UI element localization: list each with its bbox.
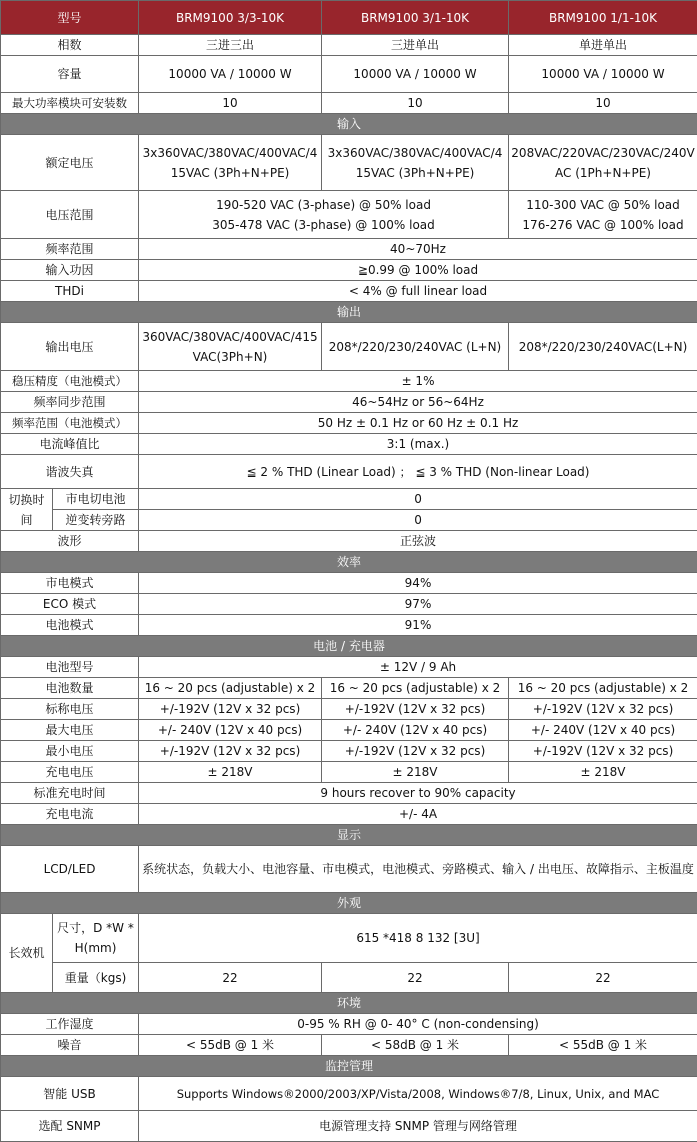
header-model-1: BRM9100 3/3-10K bbox=[139, 1, 322, 35]
nominal-voltage-row bbox=[1, 699, 697, 720]
noise-row bbox=[1, 1035, 697, 1056]
transfer-bypass-value: 0 bbox=[139, 510, 697, 531]
frequency-range-row bbox=[1, 239, 697, 260]
capacity-value-1: 10000 VA / 10000 W bbox=[139, 56, 322, 93]
battery-type-value: ± 12V / 9 Ah bbox=[139, 657, 697, 678]
noise-value-3: < 55dB @ 1 米 bbox=[509, 1035, 697, 1056]
frequency-range-label: 频率范围 bbox=[1, 239, 139, 260]
power-factor-value: ≧0.99 @ 100% load bbox=[139, 260, 697, 281]
noise-value-1: < 55dB @ 1 米 bbox=[139, 1035, 322, 1056]
min-voltage-value-1: +/-192V (12V x 32 pcs) bbox=[139, 741, 322, 762]
battery-count-value-1: 16 ~ 20 pcs (adjustable) x 2 bbox=[139, 678, 322, 699]
header-model-3: BRM9100 1/1-10K bbox=[509, 1, 697, 35]
freq-range-battery-row bbox=[1, 413, 697, 434]
snmp-value: 电源管理支持 SNMP 管理与网络管理 bbox=[139, 1111, 697, 1142]
section-output-title: 输出 bbox=[1, 302, 697, 323]
output-voltage-row bbox=[1, 323, 697, 371]
phase-value-3: 单进单出 bbox=[509, 35, 697, 56]
eff-mains-value: 94% bbox=[139, 573, 697, 594]
lcd-row bbox=[1, 846, 697, 893]
charge-time-row bbox=[1, 783, 697, 804]
charge-voltage-value-1: ± 218V bbox=[139, 762, 322, 783]
regulation-value: ± 1% bbox=[139, 371, 697, 392]
header-model-2: BRM9100 3/1-10K bbox=[322, 1, 509, 35]
charge-current-row bbox=[1, 804, 697, 825]
charge-voltage-row bbox=[1, 762, 697, 783]
eff-battery-label: 电池模式 bbox=[1, 615, 139, 636]
battery-count-label: 电池数量 bbox=[1, 678, 139, 699]
lcd-label: LCD/LED bbox=[1, 846, 139, 893]
thdi-label: THDi bbox=[1, 281, 139, 302]
section-monitoring-title: 监控管理 bbox=[1, 1056, 697, 1077]
waveform-value: 正弦波 bbox=[139, 531, 697, 552]
transfer-mains-value: 0 bbox=[139, 489, 697, 510]
humidity-row bbox=[1, 1014, 697, 1035]
voltage-range-3phase-line1: 190-520 VAC (3-phase) @ 50% load bbox=[141, 195, 506, 215]
transfer-mains-row bbox=[1, 489, 697, 510]
section-battery bbox=[1, 636, 697, 657]
weight-value-3: 22 bbox=[509, 963, 697, 993]
transfer-bypass-label: 逆变转旁路 bbox=[53, 510, 139, 531]
section-environment bbox=[1, 993, 697, 1014]
eff-mains-label: 市电模式 bbox=[1, 573, 139, 594]
thdi-row bbox=[1, 281, 697, 302]
section-output bbox=[1, 302, 697, 323]
harmonic-value: ≦ 2 % THD (Linear Load) ； ≦ 3 % THD (Non-linear Load) bbox=[139, 455, 697, 489]
eff-battery-row bbox=[1, 615, 697, 636]
rated-voltage-value-2: 3x360VAC/380VAC/400VAC/415VAC (3Ph+N+PE) bbox=[322, 135, 509, 191]
max-voltage-row bbox=[1, 720, 697, 741]
section-input-title: 输入 bbox=[1, 114, 697, 135]
battery-count-row bbox=[1, 678, 697, 699]
section-efficiency bbox=[1, 552, 697, 573]
dimensions-row bbox=[1, 914, 697, 963]
phase-row bbox=[1, 35, 697, 56]
sync-range-value: 46~54Hz or 56~64Hz bbox=[139, 392, 697, 413]
capacity-value-2: 10000 VA / 10000 W bbox=[322, 56, 509, 93]
min-voltage-label: 最小电压 bbox=[1, 741, 139, 762]
section-battery-title: 电池 / 充电器 bbox=[1, 636, 697, 657]
lcd-value: 系统状态，负载大小、电池容量、市电模式，电池模式、旁路模式、输入 / 出电压、故障指示、主板温度 bbox=[139, 846, 697, 893]
modules-value-3: 10 bbox=[509, 93, 697, 114]
transfer-mains-label: 市电切电池 bbox=[53, 489, 139, 510]
charge-current-label: 充电电流 bbox=[1, 804, 139, 825]
eff-eco-label: ECO 模式 bbox=[1, 594, 139, 615]
section-environment-title: 环境 bbox=[1, 993, 697, 1014]
min-voltage-value-3: +/-192V (12V x 32 pcs) bbox=[509, 741, 697, 762]
weight-value-1: 22 bbox=[139, 963, 322, 993]
noise-label: 噪音 bbox=[1, 1035, 139, 1056]
modules-value-2: 10 bbox=[322, 93, 509, 114]
header-model-label: 型号 bbox=[1, 1, 139, 35]
voltage-range-1phase bbox=[509, 191, 697, 239]
modules-value-1: 10 bbox=[139, 93, 322, 114]
charge-current-value: +/- 4A bbox=[139, 804, 697, 825]
section-input bbox=[1, 114, 697, 135]
waveform-label: 波形 bbox=[1, 531, 139, 552]
crest-factor-row bbox=[1, 434, 697, 455]
battery-count-value-3: 16 ~ 20 pcs (adjustable) x 2 bbox=[509, 678, 697, 699]
noise-value-2: < 58dB @ 1 米 bbox=[322, 1035, 509, 1056]
max-voltage-value-3: +/- 240V (12V x 40 pcs) bbox=[509, 720, 697, 741]
capacity-label: 容量 bbox=[1, 56, 139, 93]
usb-label: 智能 USB bbox=[1, 1077, 139, 1111]
regulation-row bbox=[1, 371, 697, 392]
charge-voltage-value-3: ± 218V bbox=[509, 762, 697, 783]
battery-type-label: 电池型号 bbox=[1, 657, 139, 678]
frequency-range-value: 40~70Hz bbox=[139, 239, 697, 260]
appearance-group-label: 长效机 bbox=[1, 914, 53, 993]
nominal-voltage-label: 标称电压 bbox=[1, 699, 139, 720]
sync-range-label: 频率同步范围 bbox=[1, 392, 139, 413]
charge-voltage-value-2: ± 218V bbox=[322, 762, 509, 783]
min-voltage-value-2: +/-192V (12V x 32 pcs) bbox=[322, 741, 509, 762]
nominal-voltage-value-3: +/-192V (12V x 32 pcs) bbox=[509, 699, 697, 720]
regulation-label: 稳压精度（电池模式） bbox=[1, 371, 139, 392]
output-voltage-value-1: 360VAC/380VAC/400VAC/415VAC(3Ph+N) bbox=[139, 323, 322, 371]
dimensions-value: 615 *418 8 132 [3U] bbox=[139, 914, 697, 963]
section-appearance bbox=[1, 893, 697, 914]
eff-battery-value: 91% bbox=[139, 615, 697, 636]
max-voltage-value-2: +/- 240V (12V x 40 pcs) bbox=[322, 720, 509, 741]
phase-value-1: 三进三出 bbox=[139, 35, 322, 56]
header-row bbox=[1, 1, 697, 35]
freq-range-battery-label: 频率范围（电池模式） bbox=[1, 413, 139, 434]
phase-value-2: 三进单出 bbox=[322, 35, 509, 56]
nominal-voltage-value-2: +/-192V (12V x 32 pcs) bbox=[322, 699, 509, 720]
transfer-time-label: 切换时间 bbox=[1, 489, 53, 531]
phase-label: 相数 bbox=[1, 35, 139, 56]
harmonic-label: 谐波失真 bbox=[1, 455, 139, 489]
eff-mains-row bbox=[1, 573, 697, 594]
capacity-value-3: 10000 VA / 10000 W bbox=[509, 56, 697, 93]
output-voltage-value-2: 208*/220/230/240VAC (L+N) bbox=[322, 323, 509, 371]
output-voltage-label: 输出电压 bbox=[1, 323, 139, 371]
thdi-value: < 4% @ full linear load bbox=[139, 281, 697, 302]
modules-label: 最大功率模块可安装数 bbox=[1, 93, 139, 114]
battery-count-value-2: 16 ~ 20 pcs (adjustable) x 2 bbox=[322, 678, 509, 699]
voltage-range-3phase-line2: 305-478 VAC (3-phase) @ 100% load bbox=[141, 215, 506, 235]
rated-voltage-label: 额定电压 bbox=[1, 135, 139, 191]
nominal-voltage-value-1: +/-192V (12V x 32 pcs) bbox=[139, 699, 322, 720]
weight-label: 重量（kgs) bbox=[53, 963, 139, 993]
capacity-row bbox=[1, 56, 697, 93]
voltage-range-1phase-line2: 176-276 VAC @ 100% load bbox=[511, 215, 695, 235]
eff-eco-value: 97% bbox=[139, 594, 697, 615]
voltage-range-3phase bbox=[139, 191, 509, 239]
rated-voltage-value-3: 208VAC/220VAC/230VAC/240VAC (1Ph+N+PE) bbox=[509, 135, 697, 191]
dimensions-label: 尺寸，D *W *H(mm) bbox=[53, 914, 139, 963]
section-efficiency-title: 效率 bbox=[1, 552, 697, 573]
power-factor-row bbox=[1, 260, 697, 281]
max-voltage-value-1: +/- 240V (12V x 40 pcs) bbox=[139, 720, 322, 741]
section-display bbox=[1, 825, 697, 846]
charge-voltage-label: 充电电压 bbox=[1, 762, 139, 783]
humidity-value: 0-95 % RH @ 0- 40° C (non-condensing) bbox=[139, 1014, 697, 1035]
charge-time-value: 9 hours recover to 90% capacity bbox=[139, 783, 697, 804]
battery-type-row bbox=[1, 657, 697, 678]
rated-voltage-value-1: 3x360VAC/380VAC/400VAC/415VAC (3Ph+N+PE) bbox=[139, 135, 322, 191]
modules-row bbox=[1, 93, 697, 114]
output-voltage-value-3: 208*/220/230/240VAC(L+N) bbox=[509, 323, 697, 371]
power-factor-label: 输入功因 bbox=[1, 260, 139, 281]
crest-factor-value: 3:1 (max.) bbox=[139, 434, 697, 455]
freq-range-battery-value: 50 Hz ± 0.1 Hz or 60 Hz ± 0.1 Hz bbox=[139, 413, 697, 434]
max-voltage-label: 最大电压 bbox=[1, 720, 139, 741]
humidity-label: 工作湿度 bbox=[1, 1014, 139, 1035]
transfer-bypass-row bbox=[1, 510, 697, 531]
harmonic-row bbox=[1, 455, 697, 489]
usb-value: Supports Windows®2000/2003/XP/Vista/2008, Windows®7/8, Linux, Unix, and MAC bbox=[139, 1077, 697, 1111]
section-monitoring bbox=[1, 1056, 697, 1077]
waveform-row bbox=[1, 531, 697, 552]
rated-voltage-row bbox=[1, 135, 697, 191]
section-display-title: 显示 bbox=[1, 825, 697, 846]
charge-time-label: 标准充电时间 bbox=[1, 783, 139, 804]
snmp-row bbox=[1, 1111, 697, 1142]
eff-eco-row bbox=[1, 594, 697, 615]
weight-row bbox=[1, 963, 697, 993]
voltage-range-label: 电压范围 bbox=[1, 191, 139, 239]
min-voltage-row bbox=[1, 741, 697, 762]
voltage-range-1phase-line1: 110-300 VAC @ 50% load bbox=[511, 195, 695, 215]
crest-factor-label: 电流峰值比 bbox=[1, 434, 139, 455]
weight-value-2: 22 bbox=[322, 963, 509, 993]
section-appearance-title: 外观 bbox=[1, 893, 697, 914]
sync-range-row bbox=[1, 392, 697, 413]
snmp-label: 选配 SNMP bbox=[1, 1111, 139, 1142]
voltage-range-row bbox=[1, 191, 697, 239]
usb-row bbox=[1, 1077, 697, 1111]
